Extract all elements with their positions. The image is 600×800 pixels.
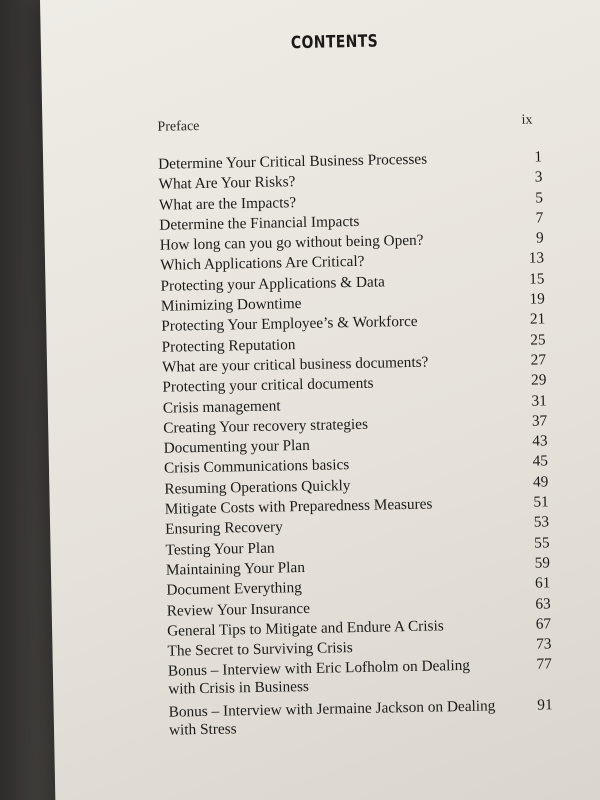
toc-entry-title: Testing Your Plan [165,539,275,559]
toc-entry-page: 67 [535,615,552,633]
toc-entry-page: 49 [532,473,549,491]
toc-entry-page: 55 [534,533,550,552]
toc-entry-title: Creating Your recovery strategies [163,415,369,437]
toc-entry [169,697,560,744]
toc-entry-title: Protecting Your Employee’s & Workforce [161,313,418,336]
toc-entry-title: Documenting your Plan [163,437,310,457]
toc-entry-page: 5 [535,188,544,207]
toc-entry-title: Protecting Reputation [161,335,296,356]
toc-entry-title: Maintaining Your Plan [165,558,306,579]
toc-entry-page: 59 [534,554,551,572]
toc-entry-page: 31 [531,391,547,410]
toc-entry-page: 3 [534,168,543,186]
toc-entry-title: Determine the Financial Impacts [159,212,360,234]
toc-entry-title: The Secret to Surviving Crisis [167,639,353,660]
toc-entry-title: Determine Your Critical Business Processes [158,150,428,173]
toc-entry-page: 15 [528,270,545,288]
toc-entry-title: Bonus – Interview with Jermaine Jackson on Dealing with Stress [168,697,496,740]
toc-entry-page: 77 [536,655,553,674]
toc-entry-page: 53 [533,513,550,531]
toc-entry-title: Protecting your critical documents [162,374,374,396]
toc-entry-page: 13 [528,249,545,268]
toc-entry-title: Ensuring Recovery [165,518,284,539]
toc-entry-title: Protecting your Applications & Data [160,273,385,295]
toc-entry-title: Minimizing Downtime [160,295,302,315]
toc-entry-title: What Are Your Risks? [158,173,296,194]
book-page [40,0,600,800]
toc-entry-page: ix [521,112,533,128]
toc-entry-page: 51 [533,493,549,511]
toc-entry-page: 7 [535,209,544,227]
toc-entry-page: 1 [534,148,543,166]
table-of-contents [157,110,559,744]
toc-entry-title: Crisis Communications basics [163,456,350,478]
toc-entry-page: 29 [530,371,547,389]
toc-entry-page: 37 [531,412,548,430]
toc-entry-page: 19 [529,290,545,308]
toc-entry-page: 61 [534,574,551,592]
toc-entry-page: 73 [535,635,552,653]
toc-entry-title: How long can you go without being Open? [159,231,424,254]
toc-entry-title: Resuming Operations Quickly [164,476,351,498]
toc-entry-page: 63 [535,594,551,613]
toc-entry-title: Crisis management [162,397,281,417]
toc-entry-page: 9 [535,229,544,247]
contents-heading: CONTENTS [290,31,379,54]
toc-entry-title: What are your critical business documents? [161,353,429,376]
toc-entry-title: Review Your Insurance [166,599,311,620]
toc-entry-page: 25 [530,331,546,349]
toc-entry-title: Mitigate Costs with Preparedness Measures [164,495,433,518]
toc-entry-page: 91 [537,696,553,715]
toc-entry-title: Bonus – Interview with Eric Lofholm on Dealing with Crisis in Business [167,657,471,699]
toc-entry-page: 43 [532,432,548,450]
toc-entry-page: 27 [530,351,547,369]
toc-entry-title: Preface [157,118,200,135]
toc-entry-page: 45 [532,452,549,471]
toc-entry-title: Which Applications Are Critical? [159,253,365,275]
toc-entry-page: 21 [529,310,546,329]
toc-entry [168,656,559,703]
toc-entry-title: Document Everything [166,579,303,599]
toc-entry-title: General Tips to Mitigate and Endure A Crisis [166,617,444,640]
toc-entry-title: What are the Impacts? [158,193,297,214]
